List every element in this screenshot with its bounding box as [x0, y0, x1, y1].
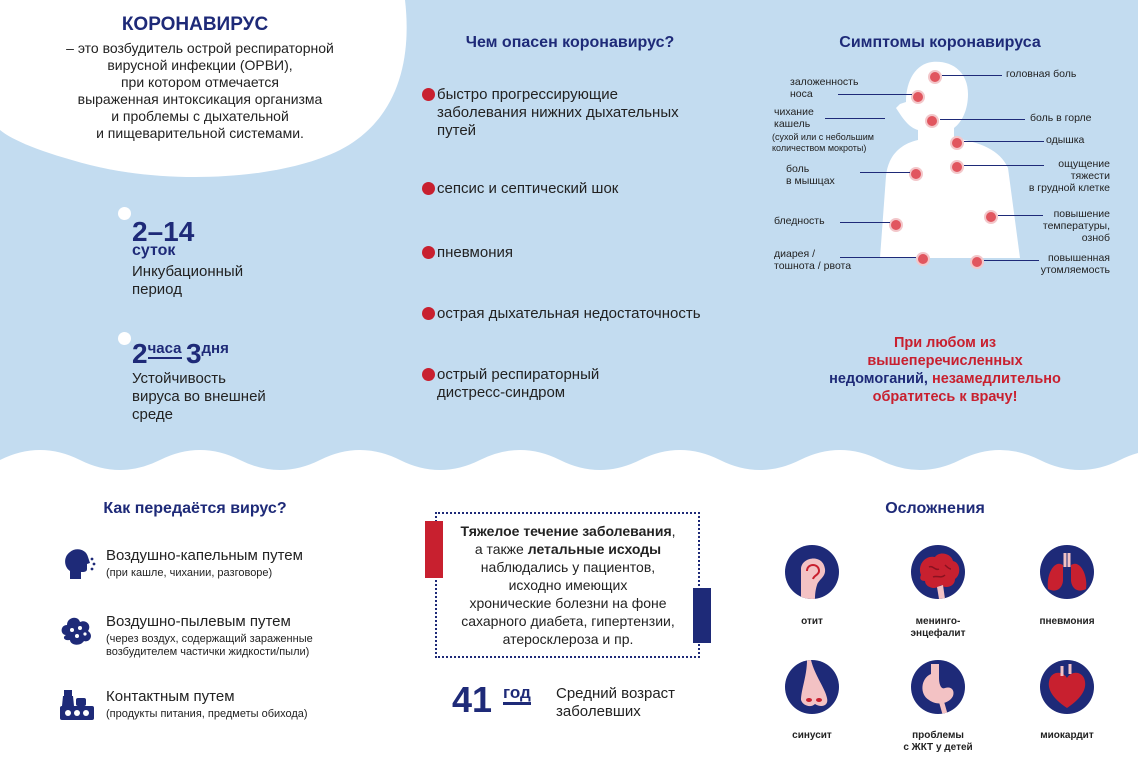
- symptom-text: температуры,: [1042, 220, 1110, 232]
- transmission-main: Воздушно-капельным путем: [106, 547, 303, 564]
- danger-text: пневмония: [437, 244, 513, 261]
- intro-line: и пищеварительной системами.: [96, 125, 304, 141]
- symptom-text: повышенная: [1047, 252, 1110, 264]
- sub-line: (продукты питания, предметы обихода): [106, 708, 308, 720]
- danger-item: [422, 244, 722, 262]
- symptom-text: в грудной клетке: [1028, 182, 1110, 194]
- severe-span: ,: [671, 523, 676, 539]
- symptom-text: боль в горле: [1030, 112, 1092, 124]
- nose-icon: [785, 660, 839, 714]
- symptom-label: [772, 132, 874, 154]
- severe-bold: летальные исходы: [527, 541, 662, 557]
- symptom-label: [1046, 134, 1084, 146]
- symptom-text: чихание: [774, 106, 814, 118]
- severe-line: исходно имеющих: [508, 577, 628, 593]
- symptom-text: тяжести: [1070, 170, 1110, 182]
- lungs-icon: [1040, 545, 1094, 599]
- symptom-dot: [950, 160, 964, 174]
- bullet-dot: [118, 332, 131, 345]
- ear-icon: [785, 545, 839, 599]
- transmission-sub: [106, 708, 308, 721]
- doctor-warning: [800, 334, 1090, 406]
- danger-item: [422, 366, 722, 402]
- sub-line: (при кашле, чихании, разговоре): [106, 567, 273, 579]
- sub-line: (через воздух, содержащий зараженные: [106, 633, 313, 645]
- severe-line: [438, 522, 698, 540]
- stability-num: 2: [132, 338, 148, 369]
- complication-circle: [785, 545, 839, 599]
- symptom-label: [1006, 68, 1076, 80]
- danger-item: [422, 180, 722, 198]
- red-dot: [422, 368, 435, 381]
- label-line: Устойчивость: [132, 370, 226, 387]
- symptom-line: [840, 257, 916, 258]
- complication-label: [767, 730, 857, 742]
- symptom-dot: [909, 167, 923, 181]
- transmission-title: Как передаётся вирус?: [103, 500, 287, 517]
- severe-line: наблюдались у пациентов,: [480, 559, 656, 575]
- complication-label: [767, 616, 857, 628]
- severe-span: а также: [474, 541, 528, 557]
- label-line: период: [132, 281, 182, 298]
- complication-label: [893, 616, 983, 640]
- danger-text: путей: [437, 122, 477, 139]
- symptoms-title: Симптомы коронавируса: [839, 34, 1041, 51]
- comp-line: менинго-: [915, 616, 961, 627]
- comp-line: пневмония: [1039, 616, 1095, 627]
- head-icon: [58, 545, 96, 583]
- warning-line: вышеперечисленных: [867, 353, 1023, 369]
- label-line: среде: [132, 406, 173, 423]
- severe-line: [438, 540, 698, 558]
- danger-text: быстро прогрессирующие: [437, 86, 618, 103]
- symptom-dot: [925, 114, 939, 128]
- groceries-icon: [58, 686, 96, 724]
- symptom-text: в мышцах: [786, 175, 835, 187]
- severe-line: хронические болезни на фоне: [469, 595, 667, 611]
- comp-line: миокардит: [1040, 730, 1094, 741]
- incubation-unit: суток: [132, 242, 176, 259]
- symptom-label: [1010, 158, 1110, 194]
- symptom-text: заложенность: [790, 76, 859, 88]
- symptom-text: кашель: [774, 118, 811, 130]
- intro-title: КОРОНАВИРУС: [121, 14, 269, 35]
- complication-circle: [785, 660, 839, 714]
- intro-line: – это возбудитель острой респираторной: [66, 40, 334, 56]
- warning-line: обратитесь к врачу!: [872, 389, 1018, 405]
- sub-line: возбудителем частички жидкости/пыли): [106, 646, 310, 658]
- symptom-dot: [911, 90, 925, 104]
- symptom-label: [774, 215, 825, 227]
- symptom-label: [774, 106, 814, 130]
- intro-line: выраженная интоксикация организма: [77, 91, 323, 107]
- transmission-main: Контактным путем: [106, 688, 235, 705]
- symptom-text: бледность: [774, 215, 825, 227]
- transmission-sub: [106, 567, 272, 580]
- stability-unit: дня: [201, 340, 229, 357]
- warning-text: недомоганий,: [829, 371, 932, 387]
- symptom-line: [825, 118, 885, 119]
- dust-icon: [58, 611, 96, 649]
- warning-line: [800, 370, 1090, 388]
- transmission-sub: [106, 633, 313, 659]
- symptom-dot: [950, 136, 964, 150]
- symptom-text: (сухой или с небольшим: [772, 132, 874, 142]
- label-line: вируса во внешней: [132, 388, 266, 405]
- label-line: заболевших: [556, 703, 641, 720]
- symptom-dot: [916, 252, 930, 266]
- stability-unit: часа: [147, 340, 182, 357]
- comp-line: проблемы: [912, 730, 964, 741]
- red-dot: [422, 88, 435, 101]
- severe-text: [438, 522, 698, 648]
- danger-title: Чем опасен коронавирус?: [465, 34, 675, 51]
- warning-line: При любом из: [893, 335, 997, 351]
- heart-icon: [1040, 660, 1094, 714]
- symptom-dot: [889, 218, 903, 232]
- complication-circle: [1040, 545, 1094, 599]
- symptom-line: [860, 172, 910, 173]
- symptom-text: озноб: [1081, 232, 1110, 244]
- label-line: Средний возраст: [556, 685, 676, 702]
- incubation-value: 2–14: [132, 216, 195, 247]
- danger-text: заболевания нижних дыхательных: [437, 104, 679, 121]
- intro-line: вирусной инфекции (ОРВИ),: [107, 57, 293, 73]
- comp-line: синусит: [792, 730, 832, 741]
- symptom-line: [940, 119, 1025, 120]
- stomach-icon: [911, 660, 965, 714]
- symptom-dot: [970, 255, 984, 269]
- danger-text: дистресс-синдром: [437, 384, 566, 401]
- symptom-label: [774, 248, 851, 272]
- transmission-main: Воздушно-пылевым путем: [106, 613, 291, 630]
- incubation-label: [132, 263, 243, 299]
- intro-line: и проблемы с дыхательной: [111, 108, 289, 124]
- stability-label: [132, 370, 266, 424]
- danger-item: [422, 86, 722, 140]
- symptom-text: ощущение: [1058, 158, 1110, 170]
- intro-line: при котором отмечается: [120, 74, 280, 90]
- complication-circle: [911, 545, 965, 599]
- label-line: Инкубационный: [132, 263, 244, 280]
- symptom-text: утомляемость: [1040, 264, 1110, 276]
- symptom-text: носа: [790, 88, 813, 100]
- danger-text: сепсис и септический шок: [437, 180, 619, 197]
- symptom-line: [942, 75, 1002, 76]
- symptom-dot: [984, 210, 998, 224]
- complications-title: Осложнения: [885, 500, 985, 517]
- intro-text: [30, 40, 370, 142]
- symptom-label: [1010, 252, 1110, 276]
- symptom-text: количеством мокроты): [772, 143, 867, 153]
- complication-label: [1022, 730, 1112, 742]
- symptom-text: боль: [786, 163, 810, 175]
- symptom-label: [1030, 112, 1092, 124]
- age-unit: год: [503, 684, 531, 705]
- danger-text: острый респираторный: [437, 366, 600, 383]
- severe-line: сахарного диабета, гипертензии,: [461, 613, 675, 629]
- symptom-label: [790, 76, 858, 100]
- age-label: [556, 685, 675, 721]
- severe-bold: Тяжелое течение заболевания: [460, 523, 672, 539]
- complication-circle: [1040, 660, 1094, 714]
- symptom-label: [1010, 208, 1110, 244]
- danger-item: [422, 305, 722, 323]
- severe-line: атеросклероза и пр.: [502, 631, 634, 647]
- wave-divider: [0, 440, 1138, 500]
- comp-line: отит: [801, 616, 823, 627]
- warning-text: незамедлительно: [931, 371, 1061, 387]
- symptom-text: головная боль: [1006, 68, 1077, 80]
- symptom-text: тошнота / рвота: [774, 260, 852, 272]
- comp-line: энцефалит: [910, 628, 966, 639]
- symptom-line: [964, 141, 1044, 142]
- danger-text: острая дыхательная недостаточность: [437, 305, 701, 322]
- symptom-line: [840, 222, 890, 223]
- symptom-label: [786, 163, 835, 187]
- comp-line: с ЖКТ у детей: [903, 742, 973, 753]
- symptom-text: повышение: [1053, 208, 1110, 220]
- complication-label: [1022, 616, 1112, 628]
- stability-value: [132, 340, 229, 368]
- red-dot: [422, 307, 435, 320]
- complication-circle: [911, 660, 965, 714]
- age-value: 41: [452, 679, 493, 720]
- complication-label: [893, 730, 983, 754]
- symptom-text: одышка: [1046, 134, 1085, 146]
- bullet-dot: [118, 207, 131, 220]
- red-dot: [422, 246, 435, 259]
- red-dot: [422, 182, 435, 195]
- stability-num: 3: [185, 338, 202, 369]
- brain-icon: [911, 545, 965, 599]
- symptom-text: диарея /: [774, 248, 816, 260]
- symptom-dot: [928, 70, 942, 84]
